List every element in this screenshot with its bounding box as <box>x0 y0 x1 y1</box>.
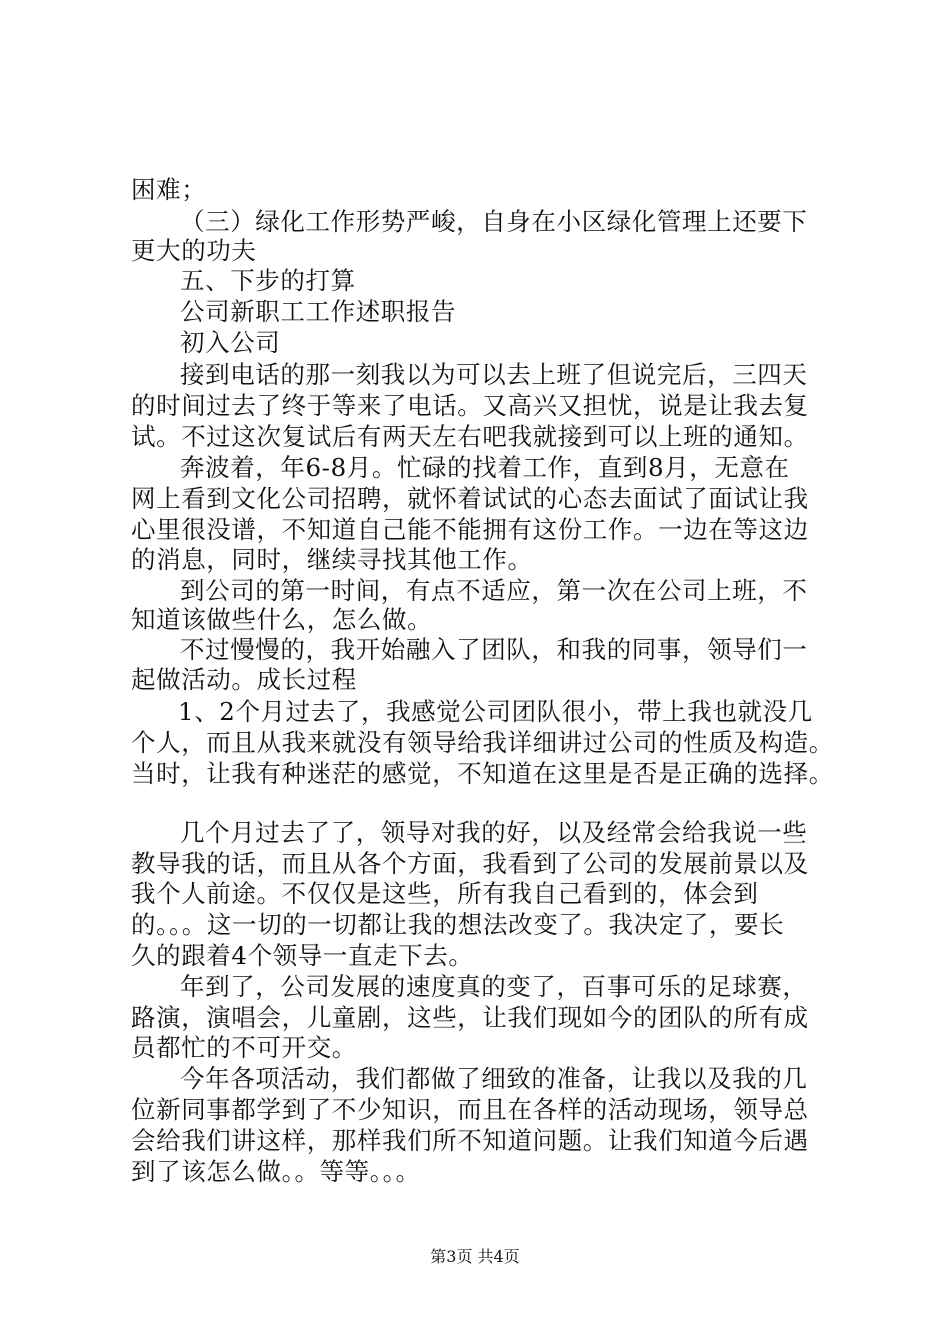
text-line: 的消息，同时，继续寻找其他工作。 <box>131 545 533 574</box>
text-line: 心里很没谱，不知道自己能不能拥有这份工作。一边在等这边 <box>131 515 809 544</box>
text-line: 我个人前途。不仅仅是这些，所有我自己看到的，体会到 <box>131 879 759 908</box>
text-line: 不过慢慢的，我开始融入了团队，和我的同事，领导们一 <box>180 635 808 664</box>
text-line: 起做活动。成长过程 <box>131 665 357 694</box>
text-line: 教导我的话，而且从各个方面，我看到了公司的发展前景以及 <box>131 849 809 878</box>
text-line: 久的跟着4个领导一直走下去。 <box>131 941 474 970</box>
text-line: 的。。。这一切的一切都让我的想法改变了。我决定了，要长 <box>131 910 785 939</box>
text-line: 到公司的第一时间，有点不适应，第一次在公司上班，不 <box>180 576 808 605</box>
text-line: 路演，演唱会，儿童剧，这些，让我们现如今的团队的所有成 <box>131 1003 809 1032</box>
subheading: 初入公司 <box>180 328 281 357</box>
text-line: 几个月过去了了，领导对我的好，以及经常会给我说一些 <box>180 818 808 847</box>
text-line: 当时，让我有种迷茫的感觉，不知道在这里是否是正确的选择。 <box>131 759 834 788</box>
text-line: 困难； <box>131 175 207 204</box>
text-line: 到了该怎么做。。等等。。。 <box>131 1157 421 1186</box>
text-line: 1、2个月过去了，我感觉公司团队很小，带上我也就没几 <box>178 697 813 726</box>
text-line: 年到了，公司发展的速度真的变了，百事可乐的足球赛， <box>180 972 808 1001</box>
text-line: 奔波着，年6-8月。忙碌的找着工作，直到8月，无意在 <box>180 453 790 482</box>
section-heading: 五、下步的打算 <box>180 266 356 295</box>
text-line: 试。不过这次复试后有两天左右吧我就接到可以上班的通知。 <box>131 422 809 451</box>
text-line: 知道该做些什么，怎么做。 <box>131 605 433 634</box>
text-line: 网上看到文化公司招聘，就怀着试试的心态去面试了面试让我 <box>131 484 809 513</box>
report-title: 公司新职工工作述职报告 <box>180 297 457 326</box>
text-line: 今年各项活动，我们都做了细致的准备，让我以及我的几 <box>180 1064 808 1093</box>
text-line: 个人，而且从我来就没有领导给我详细讲过公司的性质及构造。 <box>131 728 834 757</box>
text-line: （三）绿化工作形势严峻，自身在小区绿化管理上还要下 <box>180 207 808 236</box>
text-line: 员都忙的不可开交。 <box>131 1033 357 1062</box>
text-line: 接到电话的那一刻我以为可以去上班了但说完后，三四天 <box>180 360 808 389</box>
text-line: 更大的功夫 <box>131 236 257 265</box>
text-line: 会给我们讲这样，那样我们所不知道问题。让我们知道今后遇 <box>131 1126 809 1155</box>
text-line: 的时间过去了终于等来了电话。又高兴又担忧，说是让我去复 <box>131 391 809 420</box>
text-line: 位新同事都学到了不少知识，而且在各样的活动现场，领导总 <box>131 1095 809 1124</box>
page-footer: 第3页 共4页 <box>430 1247 520 1266</box>
